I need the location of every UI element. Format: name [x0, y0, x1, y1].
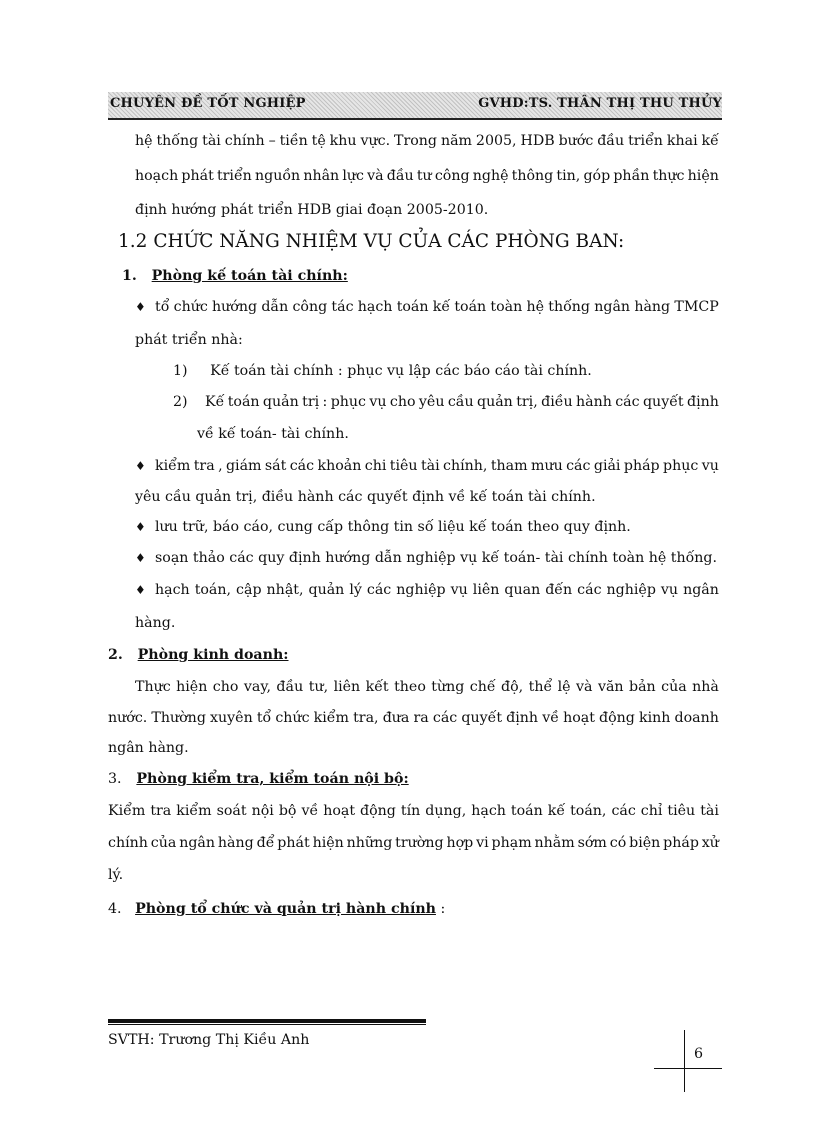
footer-rule-thick [108, 1019, 426, 1023]
word: toán, [194, 582, 232, 598]
word: quyết [461, 710, 503, 726]
word: toán [454, 299, 487, 315]
word: tổ [256, 710, 272, 726]
word: hạch [471, 803, 506, 819]
word: nhằm [534, 835, 575, 851]
word: về [542, 710, 559, 726]
word: nguồn [254, 168, 301, 184]
word: các [366, 582, 392, 598]
word: soát [216, 803, 247, 819]
s1-number: 1. [122, 268, 137, 284]
section-title: CHỨC NĂNG NHIỆM VỤ CỦA CÁC PHÒNG BAN: [153, 231, 625, 252]
s2-number: 2. [108, 647, 123, 663]
word: của [661, 679, 687, 695]
s1-bullet1-line2: phát triển nhà: [135, 332, 243, 348]
word: nghiệp [606, 582, 656, 598]
word: hệ [135, 133, 153, 149]
word: nhân [303, 168, 340, 184]
word: chức [275, 710, 310, 726]
word: nhật, [266, 582, 304, 598]
word: hướng [212, 299, 258, 315]
word: kiểm [176, 803, 212, 819]
s2-heading [108, 645, 289, 665]
s2-line1 [135, 677, 719, 697]
word: kết [365, 679, 389, 695]
word: Trong [394, 133, 438, 149]
s4-title: Phòng tổ chức và quản trị hành chính [135, 901, 436, 917]
word: tổ [155, 299, 170, 315]
word: lực [342, 168, 364, 184]
word: tra, [353, 710, 379, 726]
word: bước [558, 133, 594, 149]
word: – [268, 133, 276, 149]
word: thống [548, 299, 591, 315]
word: tra [150, 803, 172, 819]
word: lệ [557, 679, 571, 695]
s1-bullet5-line1 [155, 580, 719, 600]
word: ngân [683, 582, 719, 598]
word: chi [364, 458, 387, 474]
word: Kế [205, 394, 225, 410]
word: pháp [663, 835, 699, 851]
word: phần [613, 168, 650, 184]
word: phát [277, 835, 310, 851]
word: phục [663, 458, 699, 474]
word: đến [545, 582, 573, 598]
bullet-icon: ♦ [135, 583, 146, 597]
s1-bullet3: lưu trữ, báo cáo, cung cấp thông tin số liệu kế toán theo quy định. [155, 519, 631, 535]
word: tài [202, 133, 221, 149]
word: kiểm [155, 458, 191, 474]
s3-line3: lý. [108, 867, 124, 883]
page-number-crossbar-horizontal [654, 1068, 722, 1069]
word: hoạt [563, 710, 595, 726]
word: 2005, [475, 133, 517, 149]
word: thể [528, 679, 553, 695]
page-header [108, 92, 722, 120]
word: các [566, 458, 591, 474]
intro-line-3: định hướng phát triển HDB giai đoạn 2005-2010. [135, 202, 489, 218]
s1-bullet2-line2: yêu cầu quản trị, điều hành các quyết định về kế toán tài chính. [135, 489, 596, 505]
word: chức [173, 299, 208, 315]
s4-heading [108, 899, 445, 919]
word: hàng [634, 299, 671, 315]
word: dẫn [261, 299, 289, 315]
s2-line3: ngân hàng. [108, 740, 189, 756]
word: sớm [577, 835, 607, 851]
word: các [577, 582, 602, 598]
word: triển [216, 168, 252, 184]
word: tra [193, 458, 215, 474]
word: tham [490, 458, 528, 474]
s1-bullet5-line2: hàng. [135, 615, 176, 631]
word: toán [227, 394, 260, 410]
word: hạch [155, 582, 190, 598]
bullet-icon: ♦ [135, 520, 146, 534]
word: Thường [151, 710, 206, 726]
section-number: 1.2 [118, 231, 148, 252]
s1-title: Phòng kế toán tài chính: [151, 268, 348, 284]
word: góp [583, 168, 611, 184]
word: cho [212, 679, 239, 695]
word: hợp [446, 835, 474, 851]
word: công [434, 168, 470, 184]
word: hạch [357, 299, 393, 315]
word: nghệ [472, 168, 509, 184]
word: lý [349, 582, 362, 598]
word: cho [389, 394, 416, 410]
word: thực [652, 168, 685, 184]
word: độ, [501, 679, 524, 695]
s1-heading [122, 266, 348, 286]
word: vụ [701, 458, 719, 474]
word: ra [413, 710, 429, 726]
word: hành [575, 394, 612, 410]
word: của [150, 835, 177, 851]
word: giám [225, 458, 262, 474]
word: công [292, 299, 328, 315]
word: pháp [623, 458, 660, 474]
word: và [367, 168, 384, 184]
word: bản [629, 679, 656, 695]
word: quyết [642, 394, 684, 410]
word: liên [333, 679, 361, 695]
word: đầu [597, 133, 625, 149]
word: tài [700, 803, 719, 819]
word: nhà [692, 679, 719, 695]
word: ngân [594, 299, 631, 315]
intro-line-2 [135, 166, 719, 186]
word: yêu [418, 394, 445, 410]
word: TMCP [674, 299, 719, 315]
word: các [611, 803, 636, 819]
word: Kiểm [108, 803, 146, 819]
word: bộ [278, 803, 297, 819]
word: từng [431, 679, 465, 695]
word: để [256, 835, 275, 851]
word: vay, [243, 679, 271, 695]
footer-author: SVTH: Trương Thị Kiều Anh [108, 1032, 310, 1048]
word: phục [330, 394, 366, 410]
word: xuyên [210, 710, 253, 726]
s1-item2-line2: về kế toán- tài chính. [197, 426, 349, 442]
word: giải [593, 458, 621, 474]
word: định [506, 710, 539, 726]
word: vi [476, 835, 489, 851]
bullet-icon: ♦ [135, 459, 146, 473]
word: các [289, 458, 315, 474]
word: toán, [570, 803, 607, 819]
word: hoạch [135, 168, 179, 184]
header-left-title: CHUYÊN ĐỀ TỐT NGHIỆP [110, 96, 306, 111]
word: kế [432, 299, 451, 315]
word: hàng [217, 835, 254, 851]
word: khai [666, 133, 698, 149]
word: kế [547, 803, 566, 819]
word: triển [628, 133, 663, 149]
word: điều [541, 394, 573, 410]
word: quản [477, 394, 513, 410]
word: biện [629, 835, 661, 851]
word: tiêu [667, 803, 696, 819]
word: tác [331, 299, 354, 315]
word: vụ [369, 394, 387, 410]
word: ngân [179, 835, 216, 851]
s4-colon: : [435, 901, 446, 917]
word: phạm [491, 835, 532, 851]
word: hiện [687, 168, 719, 184]
word: các [432, 710, 458, 726]
s1-bullet1-line1 [155, 297, 719, 317]
word: chế [469, 679, 496, 695]
section-heading [118, 230, 624, 254]
word: về [301, 803, 319, 819]
word: quan [504, 582, 541, 598]
s2-line2 [108, 708, 719, 728]
word: vụ [450, 582, 468, 598]
word: có [609, 835, 627, 851]
word: quản [308, 582, 345, 598]
word: đầu [386, 168, 414, 184]
word: hệ [526, 299, 545, 315]
word: cập [236, 582, 262, 598]
word: tín [400, 803, 421, 819]
word: liên [472, 582, 500, 598]
word: định [687, 394, 719, 410]
word: dụng, [425, 803, 467, 819]
word: toán [510, 803, 543, 819]
s3-line1 [108, 801, 719, 821]
word: nước. [108, 710, 148, 726]
word: mưu [530, 458, 563, 474]
word: kiểm [313, 710, 349, 726]
word: và [576, 679, 593, 695]
bullet-icon: ♦ [135, 551, 146, 565]
s3-line2 [108, 833, 719, 853]
header-right-advisor: GVHD:TS. THÂN THỊ THU THỦY [478, 96, 722, 111]
word: : [322, 394, 328, 410]
word: kế [701, 133, 719, 149]
word: trường [395, 835, 444, 851]
word: tư, [308, 679, 329, 695]
word: toàn [490, 299, 523, 315]
word: những [346, 835, 393, 851]
word: toán [396, 299, 429, 315]
s1-item1 [173, 361, 592, 381]
word: nội [251, 803, 274, 819]
s1-item1-number: 1) [173, 363, 188, 379]
s1-item2-number: 2) [173, 394, 188, 410]
word: doanh [674, 710, 719, 726]
s3-title: Phòng kiểm tra, kiểm toán nội bộ: [136, 771, 409, 787]
word: năm [440, 133, 472, 149]
word: , [218, 458, 223, 474]
word: hiện [176, 679, 208, 695]
word: động [360, 803, 396, 819]
page-number: 6 [694, 1046, 704, 1062]
word: tiêu [389, 458, 418, 474]
s3-number: 3. [108, 771, 122, 787]
word: văn [597, 679, 624, 695]
word: các [615, 394, 640, 410]
word: đầu [276, 679, 304, 695]
s3-heading [108, 769, 409, 789]
intro-line-1 [135, 131, 719, 151]
page-number-crossbar-vertical [684, 1030, 685, 1092]
s2-title: Phòng kinh doanh: [137, 647, 289, 663]
word: đưa [382, 710, 410, 726]
word: hoạt [323, 803, 356, 819]
word: trị, [516, 394, 538, 410]
word: thông [511, 168, 554, 184]
word: chính [224, 133, 265, 149]
word: động [599, 710, 635, 726]
word: chính [108, 835, 148, 851]
word: hiện [312, 835, 344, 851]
s1-item2-line1 [205, 392, 719, 412]
word: trị [302, 394, 320, 410]
word: tiền [279, 133, 308, 149]
word: xử [701, 835, 719, 851]
word: khoản [317, 458, 362, 474]
word: khu [329, 133, 357, 149]
word: thống [156, 133, 199, 149]
word: tài [420, 458, 440, 474]
word: theo [394, 679, 426, 695]
word: tệ [311, 133, 326, 149]
footer-rule-thin [108, 1024, 426, 1025]
word: sát [264, 458, 287, 474]
s4-number: 4. [108, 901, 122, 917]
word: quản [262, 394, 299, 410]
word: HDB [520, 133, 555, 149]
word: tin, [556, 168, 581, 184]
word: kinh [639, 710, 671, 726]
bullet-icon: ♦ [135, 300, 146, 314]
word: Thực [135, 679, 171, 695]
word: cầu [447, 394, 474, 410]
word: chỉ [640, 803, 663, 819]
word: vụ [660, 582, 679, 598]
word: chính, [443, 458, 488, 474]
word: phát [181, 168, 214, 184]
word: tư [416, 168, 432, 184]
word: nghiệp [396, 582, 446, 598]
s1-bullet4: soạn thảo các quy định hướng dẫn nghiệp vụ kế toán- tài chính toàn hệ thống. [155, 550, 718, 566]
s1-bullet2-line1 [155, 456, 719, 476]
word: vực. [360, 133, 391, 149]
s1-item1-text: Kế toán tài chính : phục vụ lập các báo cáo tài chính. [210, 363, 592, 379]
